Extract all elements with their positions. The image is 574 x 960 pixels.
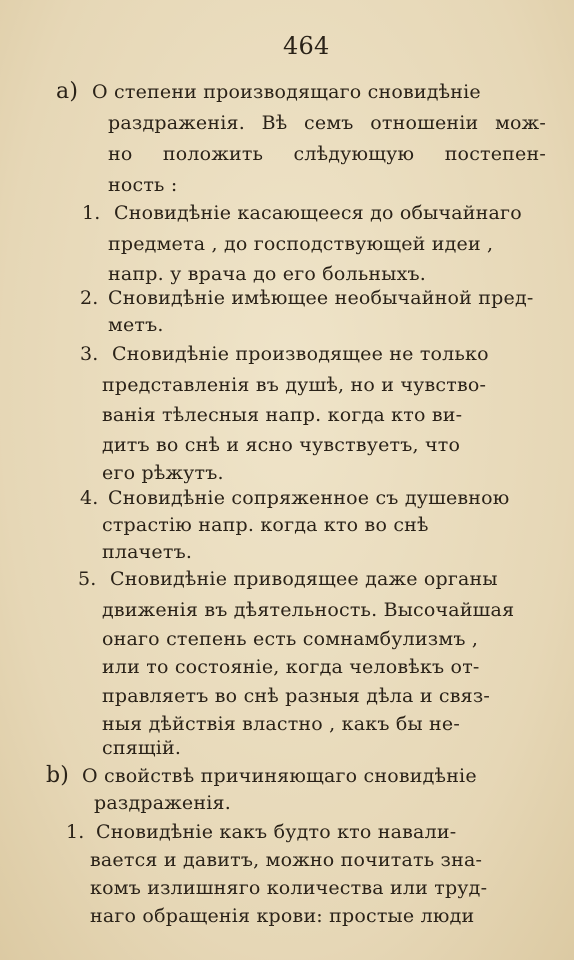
item-line: ныя дѣйствія властно , какъ бы не- [102, 713, 460, 735]
item-number: 1. [82, 202, 101, 224]
item-number: 4. [80, 487, 99, 509]
item-line: напр. у врача до его больныхъ. [108, 263, 427, 285]
item-line: наго обращенія крови: простые люди [90, 905, 475, 927]
section-a-line: О степени производящаго сновидѣніе [92, 81, 481, 103]
item-line: предмета , до господствующей идеи , [108, 233, 494, 255]
item-line: движенія въ дѣятельность. Высочайшая [102, 599, 515, 621]
item-line: комъ излишняго количества или труд- [90, 877, 488, 899]
item-line: Сновидѣніе какъ будто кто навали- [96, 821, 457, 843]
item-line: страстію напр. когда кто во снѣ [102, 514, 429, 536]
item-line: или то состояніе, когда человѣкъ от- [102, 656, 480, 678]
item-line: Сновидѣніе касающееся до обычайнаго [114, 202, 522, 224]
section-b-marker: b) [46, 763, 70, 788]
item-line: его рѣжутъ. [102, 462, 224, 484]
item-number: 5. [78, 568, 97, 590]
item-line: представленія въ душѣ, но и чувство- [102, 374, 487, 396]
item-line: Сновидѣніе имѣющее необычайной пред- [108, 287, 534, 309]
section-b-line: О свойствѣ причиняющаго сновидѣніе [82, 765, 477, 787]
item-line: вается и давитъ, можно почитать зна- [90, 849, 483, 871]
page-number: 464 [283, 32, 330, 60]
section-a-marker: a) [56, 79, 79, 104]
item-line: метъ. [108, 314, 164, 336]
section-a-line: раздраженія. Вѣ семъ отношеніи мож- [108, 112, 546, 134]
item-line: онаго степень есть сомнамбулизмъ , [102, 628, 479, 650]
item-line: Сновидѣніе производящее не только [112, 343, 489, 365]
item-line: дитъ во снѣ и ясно чувствуетъ, что [102, 434, 461, 456]
section-b-line: раздраженія. [94, 792, 231, 814]
item-number: 2. [80, 287, 99, 309]
item-line: Сновидѣніе приводящее даже органы [110, 568, 498, 590]
item-line: Сновидѣніе сопряженное съ душевною [108, 487, 510, 509]
item-line: ванія тѣлесныя напр. когда кто ви- [102, 404, 463, 426]
item-line: правляетъ во снѣ разныя дѣла и связ- [102, 685, 491, 707]
item-number: 3. [80, 343, 99, 365]
item-line: плачетъ. [102, 541, 193, 563]
section-a-line: ность : [108, 174, 178, 196]
item-line: спящій. [102, 737, 182, 759]
item-number: 1. [66, 821, 85, 843]
section-a-line: но положить слѣдующую постепен- [108, 143, 546, 165]
